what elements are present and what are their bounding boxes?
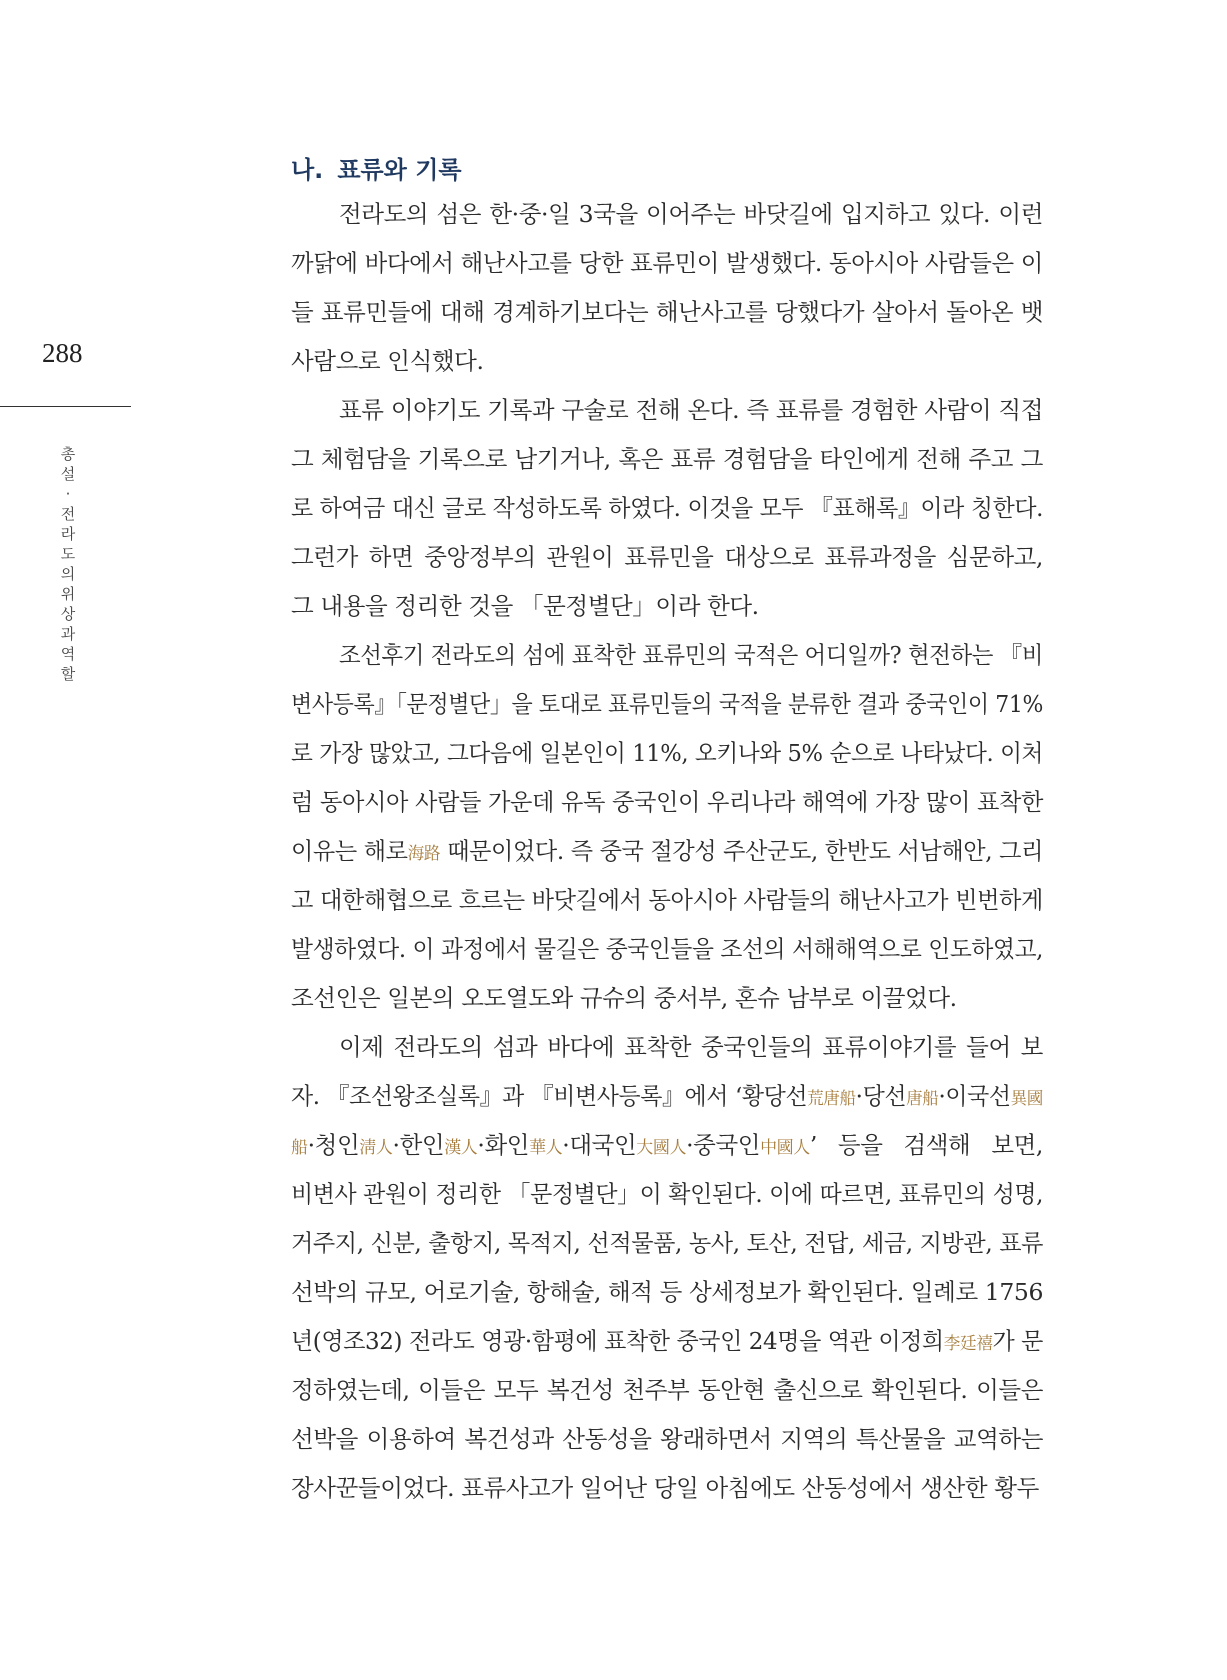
running-head-char: 의 [60,565,76,583]
text-segment: 그런가 하면 중앙정부의 관원이 표류민을 대상으로 표류과정을 심문하고, [291,543,1043,571]
running-head-char: 역 [60,645,76,663]
line-content [339,631,1043,680]
running-head-char: 설 [60,465,76,483]
text-line [291,533,1043,582]
section-number: 나. [291,156,324,184]
text-line [291,1023,1043,1072]
text-segment: 로 가장 많았고, 그다음에 일본인이 11%, 오키나와 5% 순으로 나타났다. 이처 [291,739,1043,767]
line-content [291,1170,1043,1219]
text-line [291,1317,1043,1366]
running-head [58,444,78,684]
text-line [291,778,1043,827]
hanja-gloss: 船 [291,1138,308,1158]
line-content [291,1268,1043,1317]
paragraph [291,386,1043,631]
text-segment: 표류 이야기도 기록과 구술로 전해 온다. 즉 표류를 경험한 사람이 직접 [339,396,1043,424]
hanja-gloss: 大國人 [636,1138,687,1158]
margin-rule [0,406,131,407]
text-segment: 선박의 규모, 어로기술, 항해술, 해적 등 상세정보가 확인된다. 일례로 1756 [291,1278,1043,1306]
line-content [291,1072,1043,1124]
text-line [291,1464,1043,1513]
page-number: 288 [42,338,83,368]
line-content [339,396,1043,424]
text-segment: 가 문 [992,1327,1043,1355]
text-line [291,925,1043,974]
hanja-gloss: 華人 [529,1138,563,1158]
hanja-gloss: 淸人 [359,1138,393,1158]
line-content [291,1131,1043,1159]
paragraph [291,190,1043,386]
running-head-char: 총 [60,445,76,463]
hanja-gloss: 中國人 [760,1138,810,1158]
running-head-char: 과 [60,625,76,643]
paragraph [291,1023,1043,1513]
text-segment: 조선인은 일본의 오도열도와 규슈의 중서부, 혼슈 남부로 이끌었다. [291,984,957,1012]
text-line [291,1072,1043,1121]
text-segment: 그 체험담을 기록으로 남기거나, 혹은 표류 경험담을 타인에게 전해 주고 그 [291,445,1043,473]
text-line [291,631,1043,680]
line-content [291,925,1043,974]
line-content [291,592,759,620]
line-content [291,1376,1043,1404]
line-content [291,347,484,375]
line-content [339,1033,1043,1061]
running-head-char: 라 [60,525,76,543]
running-head-char: 도 [60,545,76,563]
text-line [291,729,1043,778]
text-line [291,1219,1043,1268]
paragraph [291,631,1043,1023]
text-line [291,680,1043,729]
text-segment: 전라도의 섬은 한·중·일 3국을 이어주는 바닷길에 입지하고 있다. 이런 [339,200,1043,228]
text-segment: ·화인 [477,1131,530,1159]
text-line [291,337,1043,386]
line-content [291,1219,1043,1268]
section-heading [291,150,462,185]
text-segment: 선박을 이용하여 복건성과 산동성을 왕래하면서 지역의 특산물을 교역하는 [291,1425,1043,1453]
text-segment: ·중국인 [686,1131,761,1159]
hanja-gloss: 異國 [1010,1089,1043,1109]
line-content [291,827,1043,879]
line-content [291,778,1043,827]
text-line [291,1415,1043,1464]
text-line [291,386,1043,435]
running-head-char: 전 [60,505,76,523]
text-segment: ·이국선 [938,1082,1011,1110]
text-line [291,288,1043,337]
text-segment: 비변사 관원이 정리한 「문정별단」이 확인된다. 이에 따르면, 표류민의 성명, [291,1180,1043,1208]
text-line [291,1121,1043,1170]
text-segment: 사람으로 인식했다. [291,347,484,375]
text-segment: 이유는 해로 [291,837,408,865]
line-content [291,984,957,1012]
text-line [291,190,1043,239]
line-content [291,876,1043,925]
line-content [291,1425,1043,1453]
text-segment: 럼 동아시아 사람들 가운데 유독 중국인이 우리나라 해역에 가장 많이 표착한 [291,788,1043,816]
hanja-gloss: 漢人 [444,1138,478,1158]
line-content [291,445,1043,473]
text-segment: 변사등록』「문정별단」을 토대로 표류민들의 국적을 분류한 결과 중국인이 71% [291,690,1043,718]
text-segment: 까닭에 바다에서 해난사고를 당한 표류민이 발생했다. 동아시아 사람들은 이 [291,249,1043,277]
text-segment: 고 대한해협으로 흐르는 바닷길에서 동아시아 사람들의 해난사고가 빈번하게 [291,886,1043,914]
hanja-gloss: 荒唐船 [807,1089,856,1109]
text-segment: 이제 전라도의 섬과 바다에 표착한 중국인들의 표류이야기를 들어 보 [339,1033,1043,1061]
text-line [291,239,1043,288]
text-segment: 조선후기 전라도의 섬에 표착한 표류민의 국적은 어디일까? 현전하는 『비 [339,641,1043,669]
line-content [291,239,1043,288]
text-segment: 발생하였다. 이 과정에서 물길은 중국인들을 조선의 서해해역으로 인도하였고, [291,935,1043,963]
text-segment: 그 내용을 정리한 것을 「문정별단」이라 한다. [291,592,759,620]
text-segment: 자. 『조선왕조실록』과 『비변사등록』에서 ‘황당선 [291,1082,808,1110]
running-head-char: · [65,485,71,503]
text-segment: 거주지, 신분, 출항지, 목적지, 선적물품, 농사, 토산, 전답, 세금, 지방관, 표류 [291,1229,1043,1257]
text-segment: 정하였는데, 이들은 모두 복건성 천주부 동안현 출신으로 확인된다. 이들은 [291,1376,1043,1404]
text-line [291,435,1043,484]
text-line [291,1170,1043,1219]
text-segment: ·당선 [855,1082,907,1110]
text-segment: ·한인 [392,1131,445,1159]
text-line [291,827,1043,876]
running-head-char: 할 [60,665,76,683]
text-segment: 년(영조32) 전라도 영광·함평에 표착한 중국인 24명을 역관 이정희 [291,1327,944,1355]
body-text [291,190,1043,1513]
line-content [291,1317,1043,1369]
text-line [291,876,1043,925]
line-content [291,729,1043,778]
line-content [291,484,1043,533]
section-title: 표류와 기록 [337,156,462,184]
running-head-char: 위 [60,585,76,603]
text-segment: 로 하여금 대신 글로 작성하도록 하였다. 이것을 모두 『표해록』이라 칭한다. [291,494,1043,522]
text-segment: 때문이었다. 즉 중국 절강성 주산군도, 한반도 서남해안, 그리 [440,837,1043,865]
text-segment: ·청인 [307,1131,360,1159]
line-content [291,543,1043,571]
hanja-gloss: 李廷禧 [943,1334,993,1354]
text-segment: ’ 등을 검색해 보면, [809,1131,1043,1159]
text-line [291,582,1043,631]
text-line [291,1268,1043,1317]
text-line [291,974,1043,1023]
hanja-gloss: 唐船 [906,1089,939,1109]
line-content [291,680,1043,729]
running-head-char: 상 [60,605,76,623]
text-line [291,1366,1043,1415]
text-segment: ·대국인 [562,1131,637,1159]
text-segment: 들 표류민들에 대해 경계하기보다는 해난사고를 당했다가 살아서 돌아온 뱃 [291,298,1043,326]
text-segment: 장사꾼들이었다. 표류사고가 일어난 당일 아침에도 산동성에서 생산한 황두 [291,1474,1039,1502]
line-content [291,298,1043,326]
hanja-gloss: 海路 [407,844,441,864]
line-content [291,1474,1039,1502]
text-line [291,484,1043,533]
line-content [339,200,1043,228]
